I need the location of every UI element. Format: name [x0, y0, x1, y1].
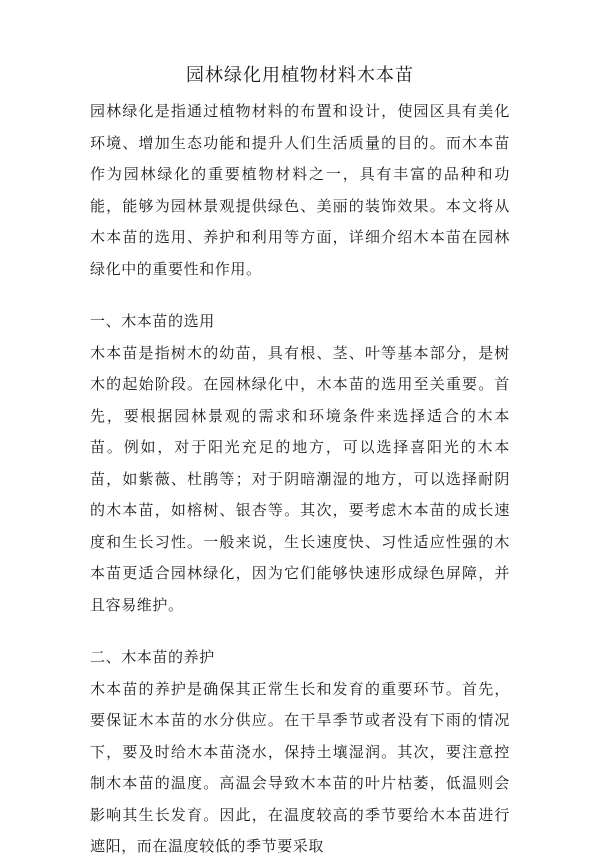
- section-body-maintenance: 木本苗的养护是确保其正常生长和发育的重要环节。首先，要保证木本苗的水分供应。在干旱季节或者没有下雨的情况下，要及时给木本苗浇水，保持土壤湿润。其次，要注意控制木本苗的温度。高温会导致木本苗的叶片枯萎，低温则会影响其生长发育。因此，在温度较高的季节要给木本苗进行遮阳，而在温度较低的季节要采取: [90, 679, 510, 855]
- section-body-selection: 木本苗是指树木的幼苗，具有根、茎、叶等基本部分，是树木的起始阶段。在园林绿化中，木本苗的选用至关重要。首先，要根据园林景观的需求和环境条件来选择适合的木本苗。例如，对于阳光充足的地方，可以选择喜阳光的木本苗，如紫薇、杜鹃等；对于阴暗潮湿的地方，可以选择耐阴的木本苗，如榕树、银杏等。其次，要考虑木本苗的成长速度和生长习性。一般来说，生长速度快、习性适应性强的木本苗更适合园林绿化，因为它们能够快速形成绿色屏障，并且容易维护。: [90, 343, 510, 614]
- section-gap: [90, 285, 510, 306]
- section-heading-selection: 一、木本苗的选用: [90, 312, 215, 330]
- intro-paragraph: 园林绿化是指通过植物材料的布置和设计，使园区具有美化环境、增加生态功能和提升人们生活质量的目的。而木本苗作为园林绿化的重要植物材料之一，具有丰富的品种和功能，能够为园林景观提供绿色、美丽的装饰效果。本文将从木本苗的选用、养护和利用等方面，详细介绍木本苗在园林绿化中的重要性和作用。: [90, 102, 510, 278]
- section-heading-maintenance: 二、木本苗的养护: [90, 648, 215, 666]
- section-gap: [90, 621, 510, 642]
- document-title: 园林绿化用植物材料木本苗: [186, 65, 414, 86]
